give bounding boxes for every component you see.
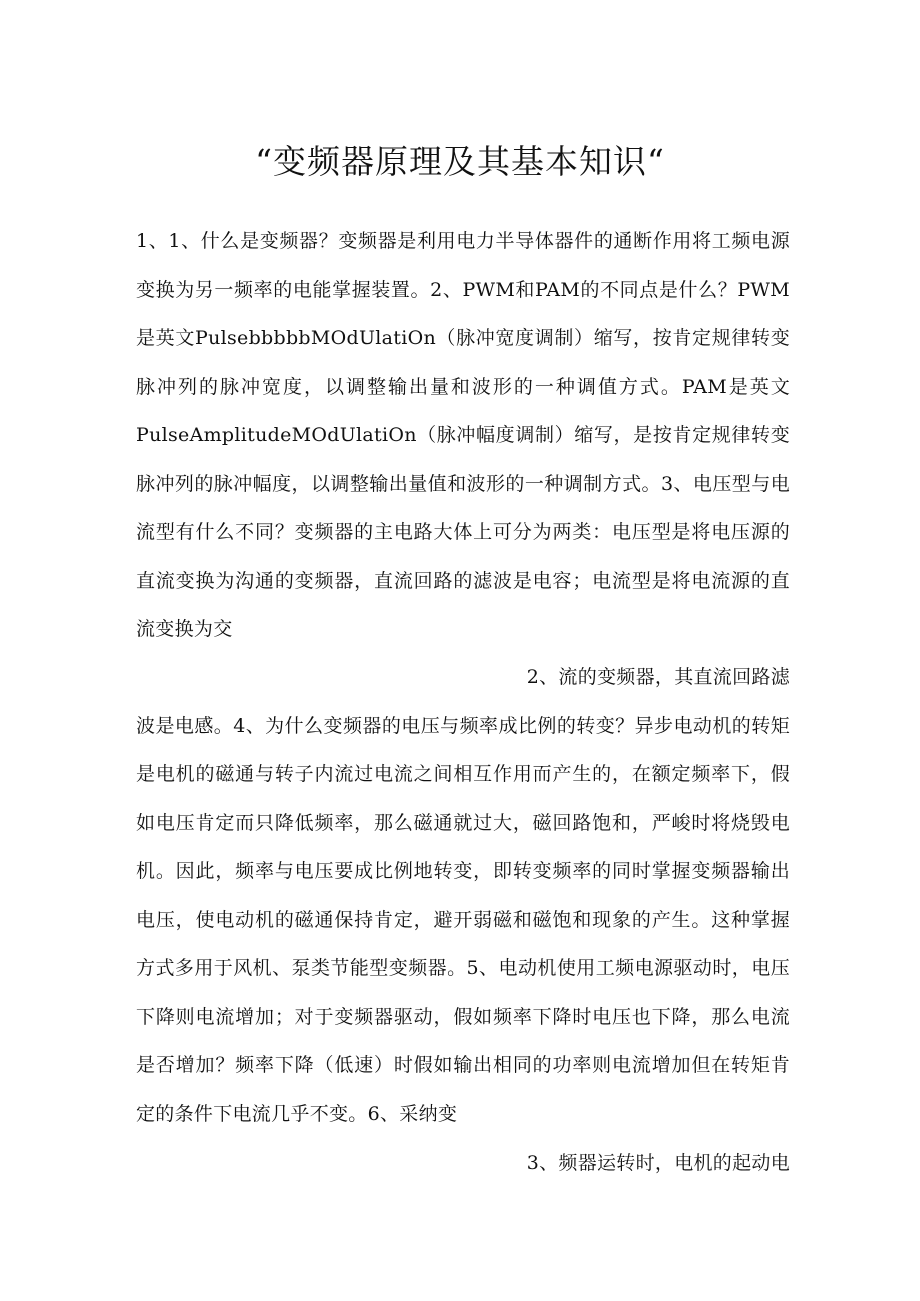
document-title: “变频器原理及其基本知识“	[255, 142, 665, 181]
body-section-3	[136, 1139, 790, 1188]
body-section-2	[136, 653, 790, 1138]
page-continuation-marker-3: 3、频器运转时，电机的起动电	[526, 1152, 790, 1174]
body-paragraph-2: 波是电感。4、为什么变频器的电压与频率成比例的转变？异步电动机的转矩是电机的磁通与转子内流过电流之间相互作用而产生的，在额定频率下，假如电压肯定而只降低频率，那么磁通就过大，磁回路饱和，严峻时将烧毁电机。因此，频率与电压要成比例地转变，即转变频率的同时掌握变频器输出电压，使电动机的磁通保持肯定，避开弱磁和磁饱和现象的产生。这种掌握方式多用于风机、泵类节能型变频器。5、电动机使用工频电源驱动时，电压下降则电流增加；对于变频器驱动，假如频率下降时电压也下降，那么电流是否增加？频率下降（低速）时假如输出相同的功率则电流增加但在转矩肯定的条件下电流几乎不变。6、采纳变	[136, 714, 790, 1125]
page-continuation-marker-2: 2、流的变频器，其直流回路滤	[526, 666, 790, 688]
body-paragraph-1: 1、1、什么是变频器？变频器是利用电力半导体器件的通断作用将工频电源变换为另一频率的电能掌握装置。2、PWM和PAM的不同点是什么？PWM是英文PulsebbbbbMOdUlatiOn（脉冲宽度调制）缩写，按肯定规律转变脉冲列的脉冲宽度，以调整输出量和波形的一种调值方式。PAM是英文PulseAmplitudeMOdUlatiOn（脉冲幅度调制）缩写，是按肯定规律转变脉冲列的脉冲幅度，以调整输出量值和波形的一种调制方式。3、电压型与电流型有什么不同？变频器的主电路大体上可分为两类：电压型是将电压源的直流变换为沟通的变频器，直流回路的滤波是电容；电流型是将电流源的直流变换为交	[136, 230, 790, 640]
